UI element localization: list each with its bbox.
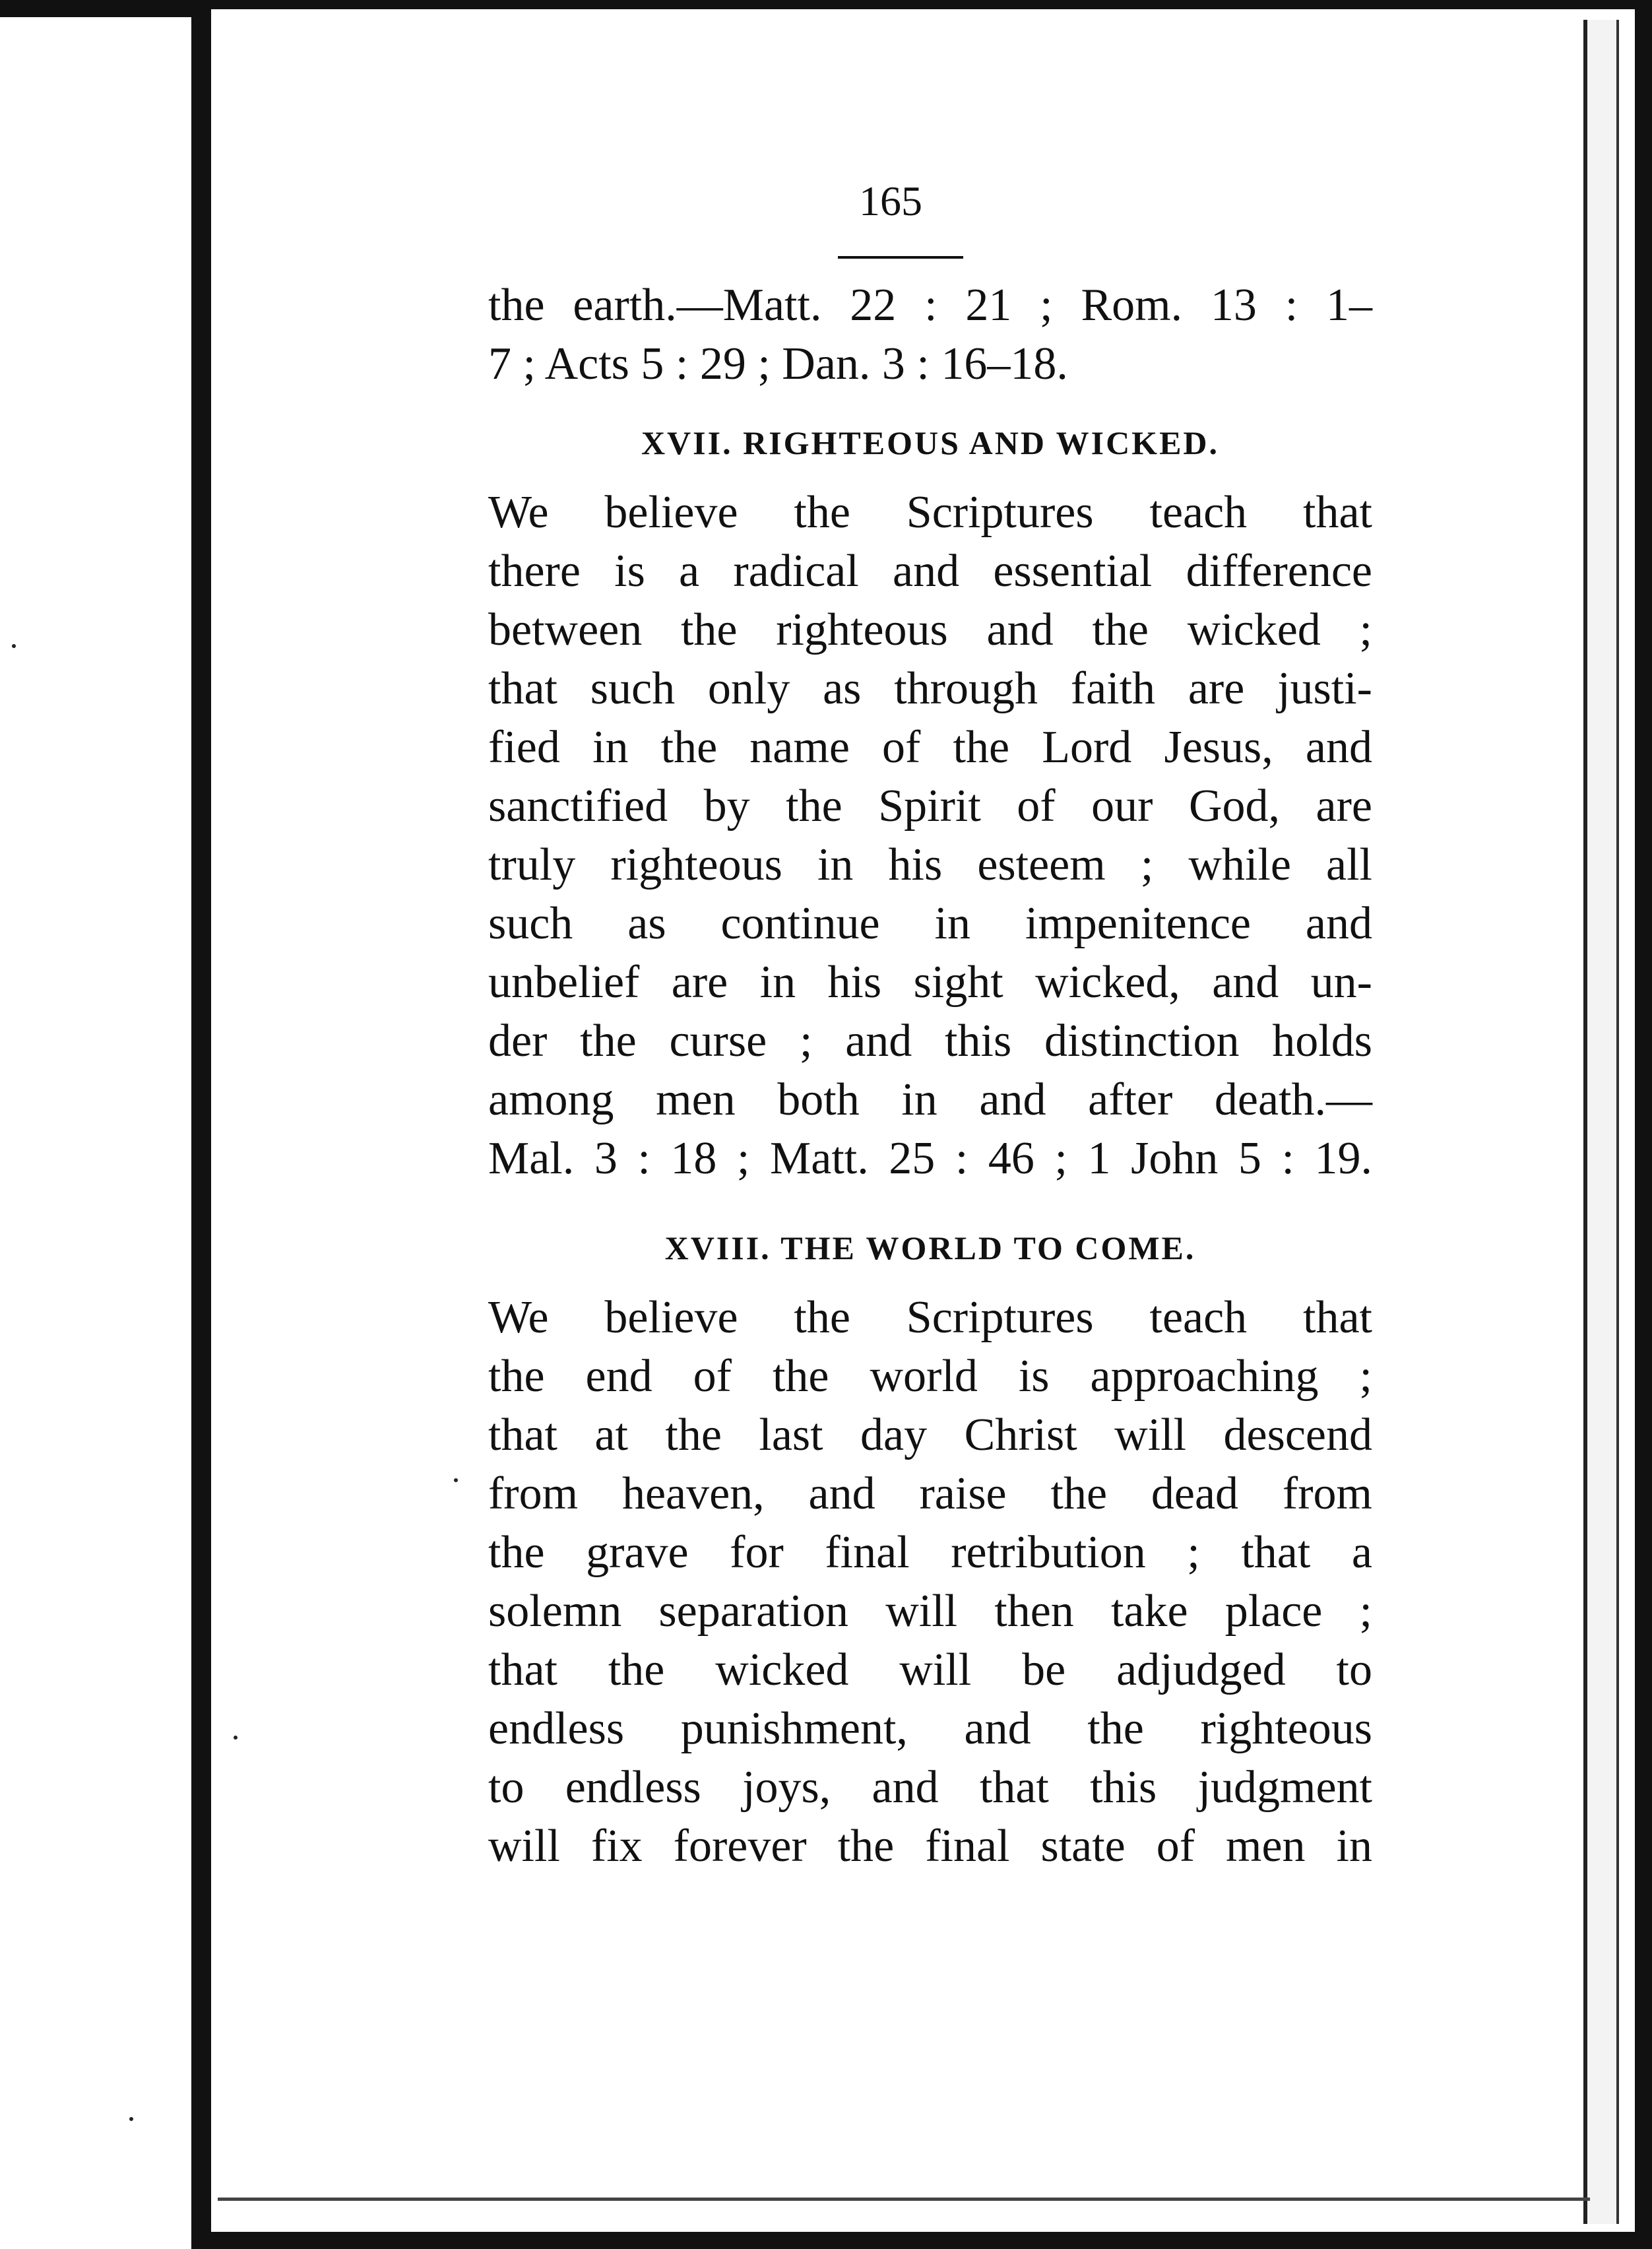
text-line: that such only as through faith are justi- xyxy=(488,663,1372,714)
text-line: that at the last day Christ will descend xyxy=(488,1410,1372,1460)
page-number: 165 xyxy=(859,178,922,224)
scan-frame-bottom xyxy=(211,2232,1652,2249)
text-line: there is a radical and essential difference xyxy=(488,546,1372,597)
text-line: We believe the Scriptures teach that xyxy=(488,1292,1372,1343)
text-line: We believe the Scriptures teach that xyxy=(488,487,1372,538)
page-right-border xyxy=(1583,20,1587,2224)
text-line: endless punishment, and the righteous xyxy=(488,1703,1372,1754)
section-xvii-paragraph xyxy=(488,483,1372,1188)
text-line: the earth.—Matt. 22 : 21 ; Rom. 13 : 1– xyxy=(488,280,1372,331)
scan-speck xyxy=(234,1736,238,1740)
text-line: solemn separation will then take place ; xyxy=(488,1586,1372,1637)
section-heading-xvii: XVII. RIGHTEOUS AND WICKED. xyxy=(641,424,1220,461)
book-gutter-edge xyxy=(191,0,211,2249)
section-xviii-paragraph xyxy=(488,1288,1372,1875)
text-line: to endless joys, and that this judgment xyxy=(488,1762,1372,1813)
text-line: sanctified by the Spirit of our God, are xyxy=(488,781,1372,831)
text-line: fied in the name of the Lord Jesus, and xyxy=(488,722,1372,773)
text-line: among men both in and after death.— xyxy=(488,1074,1372,1125)
text-line: that the wicked will be adjudged to xyxy=(488,1645,1372,1695)
text-line: the grave for final retribution ; that a xyxy=(488,1527,1372,1578)
text-line: from heaven, and raise the dead from xyxy=(488,1468,1372,1519)
text-line: the end of the world is approaching ; xyxy=(488,1351,1372,1402)
text-line: unbelief are in his sight wicked, and un- xyxy=(488,957,1372,1008)
text-line: 7 ; Acts 5 : 29 ; Dan. 3 : 16–18. xyxy=(488,339,1068,389)
facing-page-margin xyxy=(0,0,191,2249)
text-line: will fix forever the final state of men in xyxy=(488,1821,1372,1872)
text-line: Mal. 3 : 18 ; Matt. 25 : 46 ; 1 John 5 : 19. xyxy=(488,1133,1372,1184)
scan-speck xyxy=(454,1478,458,1482)
page-bottom-border xyxy=(218,2198,1590,2201)
continuation-paragraph xyxy=(488,276,1372,393)
page-outer-border xyxy=(1616,20,1619,2224)
text-line: between the righteous and the wicked ; xyxy=(488,604,1372,655)
text-line: der the curse ; and this distinction holds xyxy=(488,1016,1372,1066)
text-line: such as continue in impenitence and xyxy=(488,898,1372,949)
page-edge-shade xyxy=(1587,20,1616,2224)
text-line: truly righteous in his esteem ; while all xyxy=(488,839,1372,890)
section-heading-xviii: XVIII. THE WORLD TO COME. xyxy=(664,1229,1196,1266)
scan-frame-right xyxy=(1635,0,1652,2249)
scan-frame-top-left xyxy=(0,0,198,17)
scan-speck xyxy=(129,2117,133,2121)
scan-frame-top xyxy=(211,0,1652,9)
page-number-rule xyxy=(838,256,963,259)
scan-speck xyxy=(12,644,16,648)
